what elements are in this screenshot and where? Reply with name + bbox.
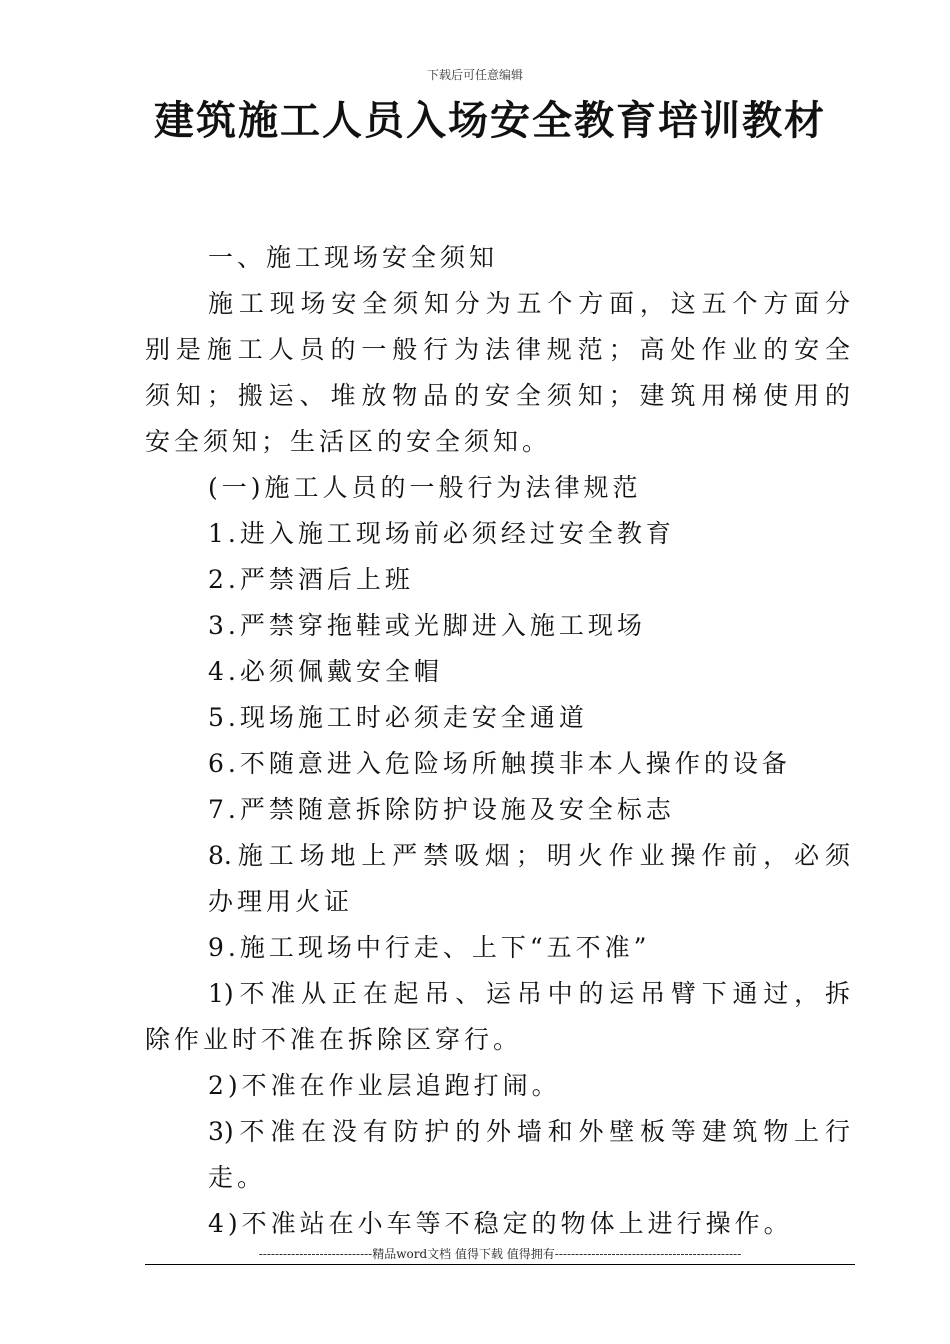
body-line: 别是施工人员的一般行为法律规范；高处作业的安全: [145, 335, 850, 364]
sub-list-item-continuation: 走。: [208, 1163, 267, 1192]
sub-list-item: 1)不准从正在起吊、运吊中的运吊臂下通过，拆: [208, 979, 850, 1008]
body-line: 安全须知；生活区的安全须知。: [145, 427, 552, 456]
list-item: 5.现场施工时必须走安全通道: [208, 703, 588, 732]
list-item: 3.严禁穿拖鞋或光脚进入施工现场: [208, 611, 646, 640]
list-item: 2.严禁酒后上班: [208, 565, 414, 594]
body-line: 须知；搬运、堆放物品的安全须知；建筑用梯使用的: [145, 381, 850, 410]
subsection-heading: (一)施工人员的一般行为法律规范: [208, 473, 642, 502]
list-item: 4.必须佩戴安全帽: [208, 657, 443, 686]
list-item-continuation: 办理用火证: [208, 887, 354, 916]
sub-list-item: 3)不准在没有防护的外墙和外壁板等建筑物上行: [208, 1117, 850, 1146]
footer-note: ----------------------------精品word文档 值得下载 值得拥有----------------------------------------------: [258, 1247, 742, 1261]
header-note: 下载后可任意编辑: [426, 68, 523, 82]
sub-list-item: 2)不准在作业层追跑打闹。: [208, 1071, 561, 1100]
list-item: 1.进入施工现场前必须经过安全教育: [208, 519, 675, 548]
sub-list-item: 4)不准站在小车等不稳定的物体上进行操作。: [208, 1209, 793, 1238]
footer-divider: [145, 1264, 855, 1265]
list-item: 7.严禁随意拆除防护设施及安全标志: [208, 795, 675, 824]
body-line: 施工现场安全须知分为五个方面，这五个方面分: [208, 289, 850, 318]
list-item: 6.不随意进入危险场所触摸非本人操作的设备: [208, 749, 791, 778]
list-item: 8.施工场地上严禁吸烟；明火作业操作前，必须: [208, 841, 850, 870]
list-item: 9.施工现场中行走、上下“五不准”: [208, 933, 651, 962]
section-heading: 一、施工现场安全须知: [208, 243, 499, 272]
sub-list-item-continuation: 除作业时不准在拆除区穿行。: [145, 1025, 523, 1054]
document-title: 建筑施工人员入场安全教育培训教材: [154, 97, 826, 144]
